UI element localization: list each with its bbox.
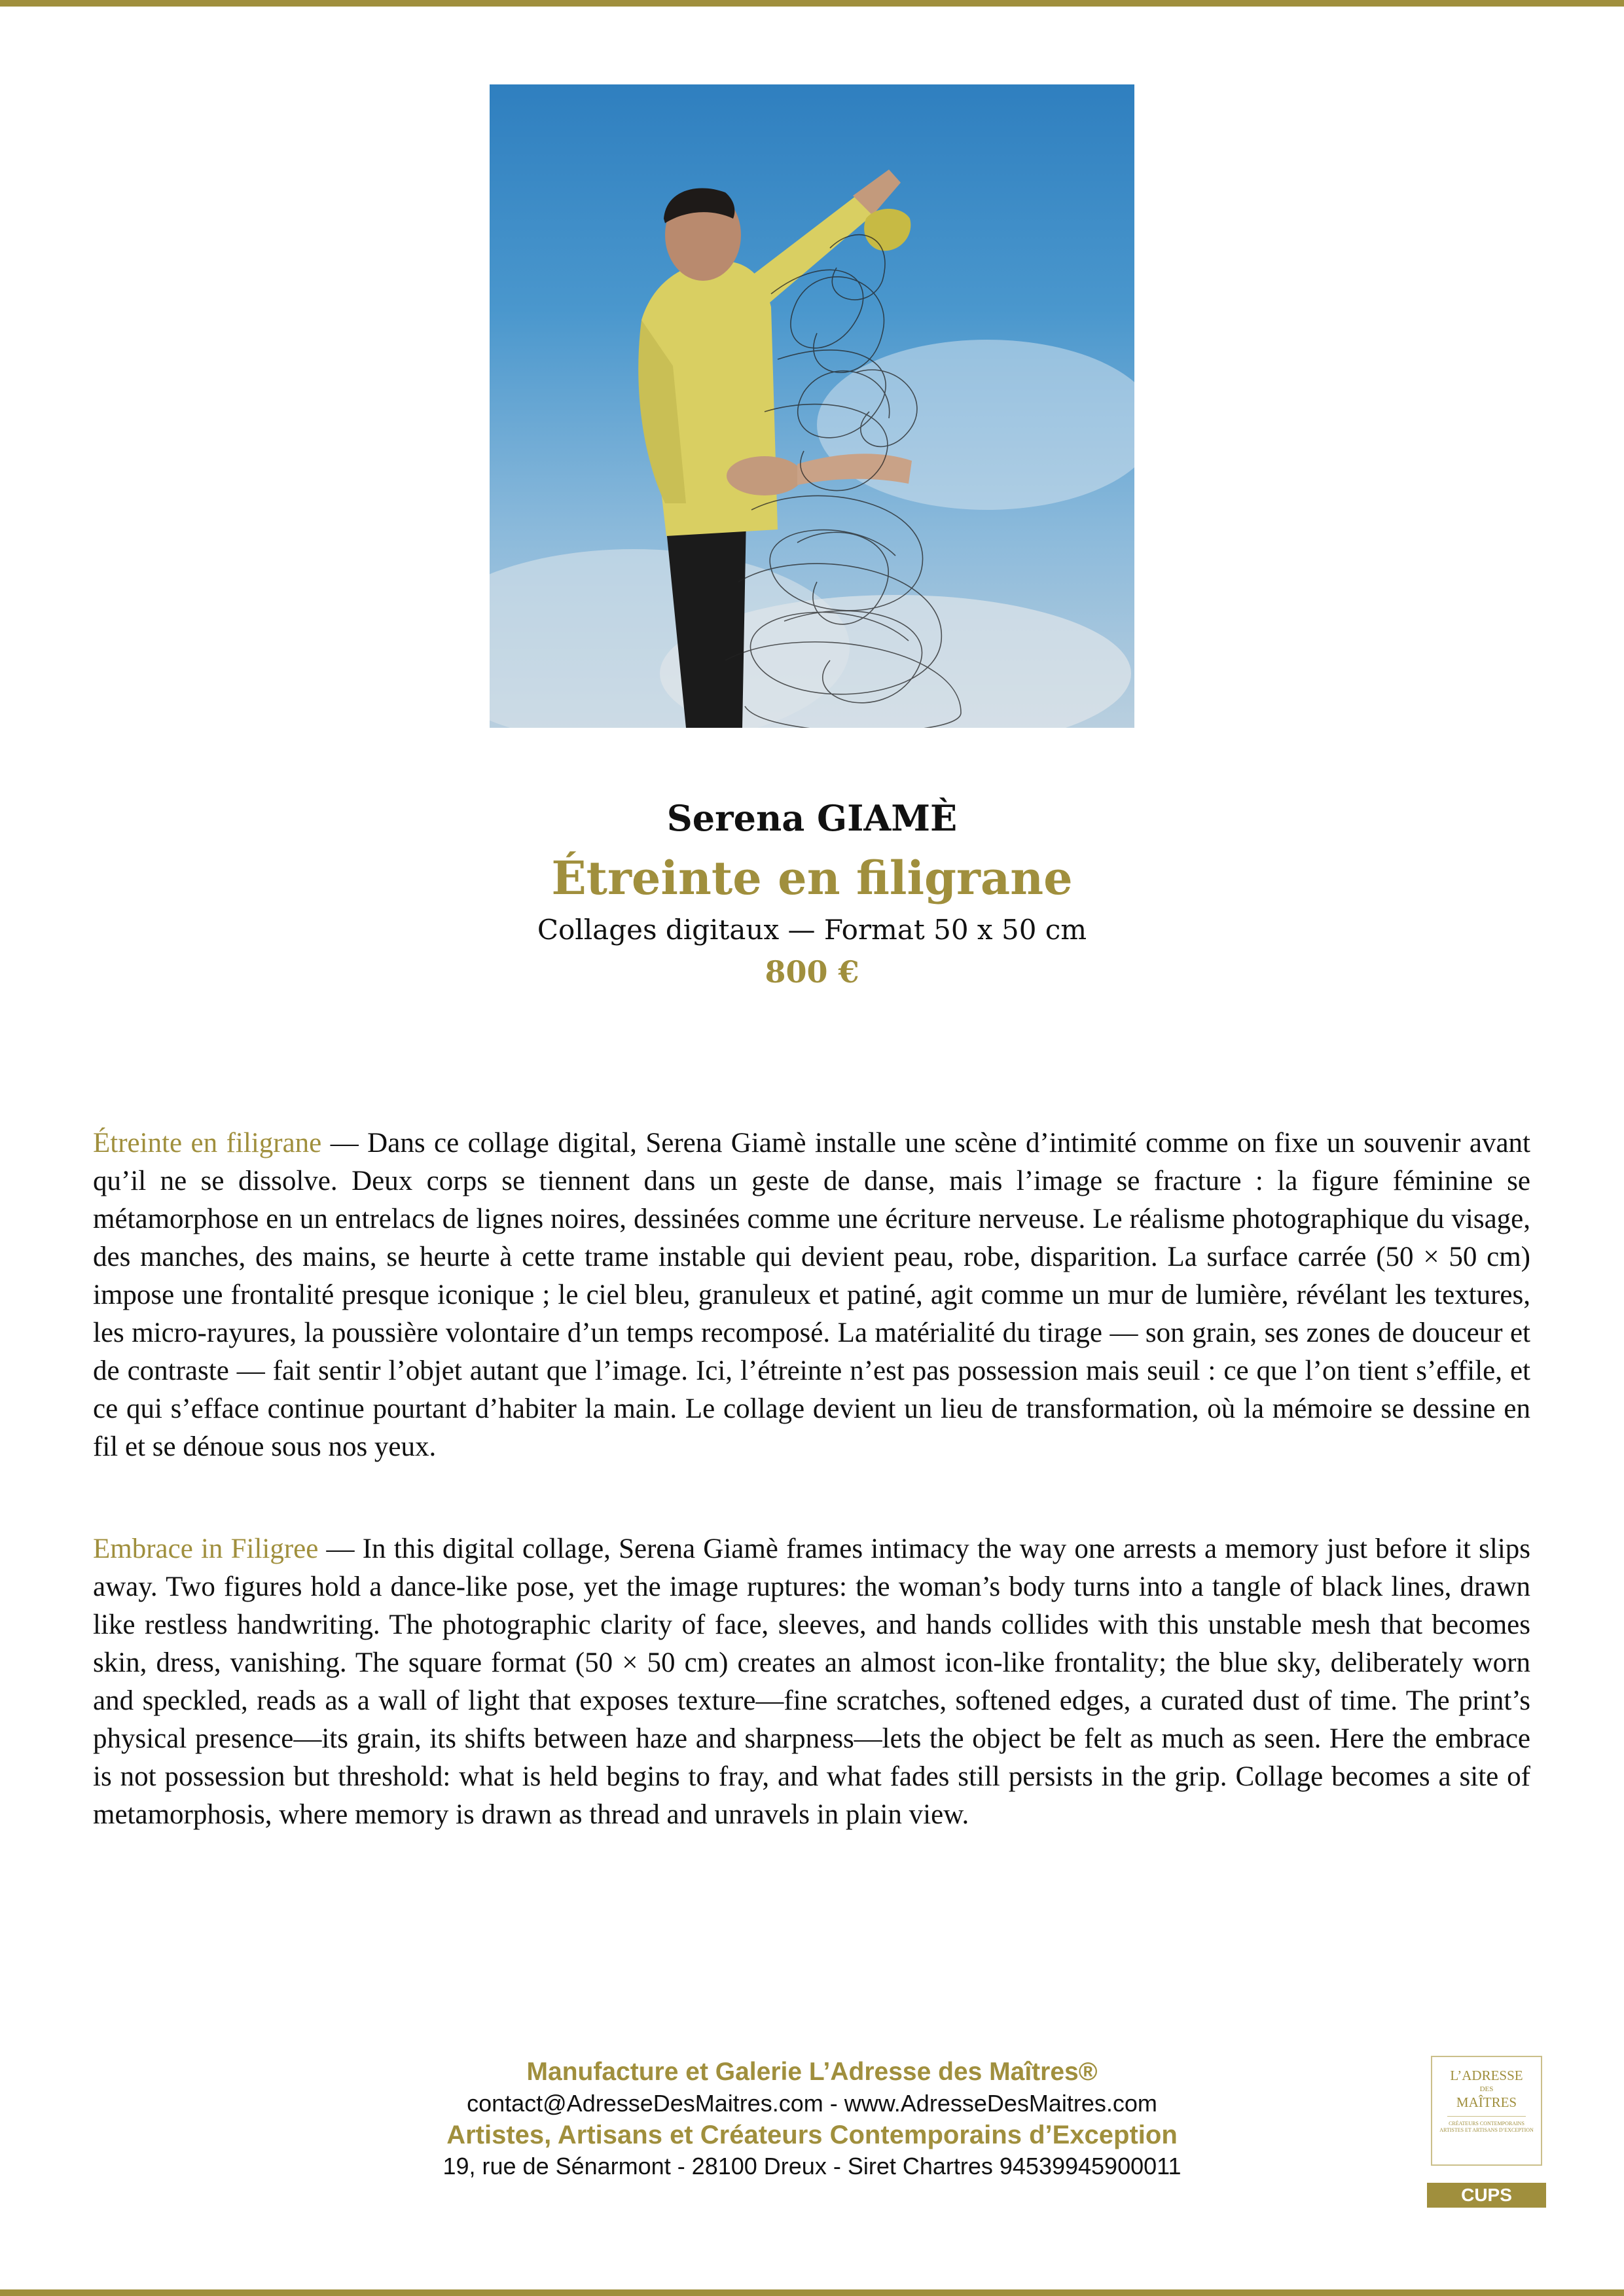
logo-line-1: L’ADRESSE xyxy=(1450,2068,1523,2083)
description-french-body: — Dans ce collage digital, Serena Giamè installe une scène d’intimité comme on fixe un souvenir avant qu’il ne se dissolve. Deux corps se tiennent dans un geste de danse, mais l’image se fracture : la figure féminine se métamorphose en un entrelacs de lignes noires, dessinées comme une écriture nerveuse. Le réalisme photographique du visage, des manches, des mains, se heurte à cette trame instable qui devient peau, robe, disparition. La surface carrée (50 × 50 cm) impose une frontalité presque iconique ; le ciel bleu, granuleux et patiné, agit comme un mur de lumière, révélant les textures, les micro-rayures, la poussière volontaire d’un temps recomposé. La matérialité du tirage — son grain, ses zones de douceur et de contraste — fait sentir l’objet autant que l’image. Ici, l’étreinte n’est pas possession mais seuil : ce que l’on tient s’effile, et ce qui s’efface continue pourtant d’habiter la main. Le collage devient un lieu de transformation, où la mémoire se dessine en fil et se dénoue sous nos yeux. xyxy=(93,1128,1530,1462)
artwork-price: 800 € xyxy=(765,954,859,990)
footer xyxy=(0,2056,1624,2182)
logo-line-4: CRÉATEURS CONTEMPORAINS ARTISTES ET ARTISANS D’EXCEPTION xyxy=(1439,2121,1534,2133)
artwork-collage-image xyxy=(490,84,1134,728)
gallery-logo xyxy=(1431,2056,1542,2166)
cups-badge: CUPS xyxy=(1427,2183,1546,2208)
description-french xyxy=(93,1124,1530,1466)
top-gold-bar xyxy=(0,0,1624,7)
footer-contact: contact@AdresseDesMaitres.com - www.AdresseDesMaitres.com xyxy=(467,2090,1157,2117)
description-english xyxy=(93,1530,1530,1834)
bottom-gold-bar xyxy=(0,2289,1624,2296)
artwork-format: Collages digitaux — Format 50 x 50 cm xyxy=(537,914,1087,946)
logo-line-2: DES xyxy=(1479,2085,1494,2093)
description-french-lead: Étreinte en filigrane xyxy=(93,1128,322,1158)
description-english-body: — In this digital collage, Serena Giamè frames intimacy the way one arrests a memory just before it slips away. Two figures hold a dance-like pose, yet the image ruptures: the woman’s body turns into a tangle of black lines, drawn like restless handwriting. The photographic clarity of face, sleeves, and hands collides with this unstable mesh that becomes skin, dress, vanishing. The square format (50 × 50 cm) creates an almost icon-like frontality; the blue sky, deliberately worn and speckled, reads as a wall of light that exposes texture—fine scratches, softened edges, a curated dust of time. The print’s physical presence—its grain, its shifts between haze and sharpness—lets the object be felt as much as seen. Here the embrace is not possession but threshold: what is held begins to fray, and what fades still persists in the grip. Collage becomes a site of metamorphosis, where memory is drawn as thread and unravels in plain view. xyxy=(93,1534,1530,1830)
artwork-title: Étreinte en filigrane xyxy=(551,851,1073,905)
logo-line-3: MAÎTRES xyxy=(1456,2094,1517,2110)
footer-tagline: Artistes, Artisans et Créateurs Contemporains d’Exception xyxy=(446,2121,1178,2149)
artwork-image xyxy=(490,84,1134,728)
footer-company: Manufacture et Galerie L’Adresse des Maîtres® xyxy=(526,2058,1098,2086)
description-english-lead: Embrace in Filigree xyxy=(93,1534,319,1564)
artist-name: Serena GIAMÈ xyxy=(666,797,958,839)
logo-divider xyxy=(1447,2116,1526,2117)
footer-address: 19, rue de Sénarmont - 28100 Dreux - Siret Chartres 94539945900011 xyxy=(442,2153,1182,2179)
